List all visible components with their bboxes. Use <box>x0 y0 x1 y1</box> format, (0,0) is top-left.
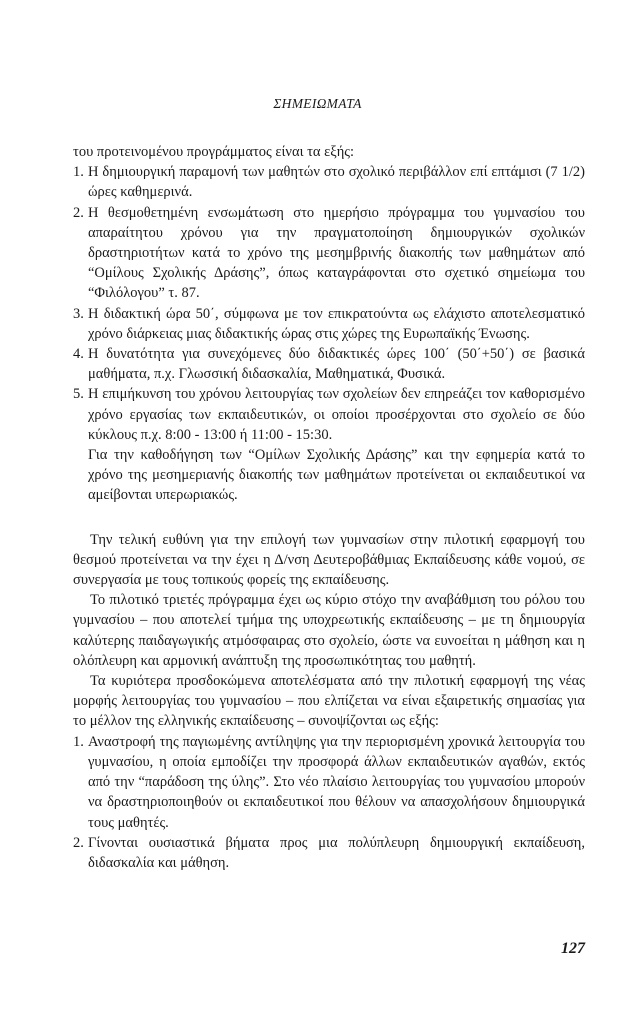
list-number: 4. <box>73 346 84 363</box>
page-number: 127 <box>561 940 585 957</box>
list-item <box>73 203 585 304</box>
list-number: 3. <box>73 305 84 322</box>
list-item-text: Η επιμήκυνση του χρόνου λειτουργίας των σχολείων δεν επηρεάζει τον καθορισμένο χρόνο εργασίας των εκπαιδευτικών, οι οποίοι προσέρχονται στο σχολείο σε δύο κύκλους π.χ. 8:00 - 13:00 ή 11:00 - 15:30. <box>88 386 585 443</box>
list-number: 1. <box>73 733 84 750</box>
running-header: ΣΗΜΕΙΩΜΑΤΑ <box>273 96 362 111</box>
paragraph: Το πιλοτικό τριετές πρόγραμμα έχει ως κύριο στόχο την αναβάθμιση του ρόλου του γυμνασίου – που αποτελεί τμήμα της υποχρεωτικής εκπαίδευσης – με τη δημιουργία καλύτερης παιδαγωγικής ατμόσφαιρας στο σχολείο, ώστε να ευνοείται η μάθηση και η ολόπλευρη και αρμονική ανάπτυξη της προσωπικότητας του μαθητή. <box>73 592 585 669</box>
list-item-text: Η θεσμοθετημένη ενσωμάτωση στο ημερήσιο πρόγραμμα του γυμνασίου του απαραίτητου χρόνου για την πραγματοποίηση δημιουργικών σχολικών δραστηριοτήτων κατά το χρόνο της μεσημβρινής διακοπής των μαθημάτων από “Ομίλους Σχολικής Δράσης”, όπως καταγράφονται στο σχετικό σημείωμα του “Φιλόλογου” τ. 87. <box>88 204 585 302</box>
list-item-text: Η δημιουργική παραμονή των μαθητών στο σχολικό περιβάλλον επί επτάμισι (7 1/2) ώρες καθημερινά. <box>88 164 585 201</box>
body-text <box>73 142 585 873</box>
list-item <box>73 304 585 344</box>
list-item-text: Η διδακτική ώρα 50΄, σύμφωνα με τον επικρατούντα ως ελάχιστο αποτελεσματικό χρόνο διάρκειας μιας διδακτικής ώρας στις χώρες της Ευρωπαϊκής Ένωσης. <box>88 305 585 342</box>
list-number: 2. <box>73 204 84 221</box>
list-item <box>73 833 585 873</box>
intro-line: του προτεινομένου προγράμματος είναι τα εξής: <box>73 144 355 160</box>
list-item-continuation: Για την καθοδήγηση των “Ομίλων Σχολικής Δράσης” και την εφημερία κατά το χρόνο της μεσημεριανής διακοπής των μαθημάτων προτείνεται οι εκπαιδευτικοί να αμείβονται υπερωριακώς. <box>88 447 585 504</box>
results-list <box>73 732 585 873</box>
list-item <box>73 384 585 505</box>
list-item-text: Αναστροφή της παγιωμένης αντίληψης για την περιορισμένη χρονικά λειτουργία του γυμνασίου, η οποία εμποδίζει την προσφορά άλλων εκπαιδευτικών αγαθών, εκτός από την “παράδοση της ύλης”. Στο νέο πλαίσιο λειτουργίας του γυμνασίου μπορούν να δραστηριοποιηθούν οι εκπαιδευτικοί που θέλουν να απασχολήσουν δημιουργικά τους μαθητές. <box>88 733 585 831</box>
list-number: 2. <box>73 834 84 851</box>
list-number: 1. <box>73 164 84 181</box>
section-gap <box>73 506 585 530</box>
list-item-text: Γίνονται ουσιαστικά βήματα προς μια πολύπλευρη δημιουργική εκπαίδευση, διδασκαλία και μάθηση. <box>88 834 585 871</box>
list-number: 5. <box>73 386 84 403</box>
list-item <box>73 732 585 833</box>
list-item <box>73 162 585 202</box>
paragraph: Τα κυριότερα προσδοκώμενα αποτελέσματα από την πιλοτική εφαρμογή της νέας μορφής λειτουργίας του γυμνασίου – που ελπίζεται να είναι εξαιρετικής σημασίας για το μέλλον της ελληνικής εκπαίδευσης – συνοψίζονται ως εξής: <box>73 673 585 730</box>
features-list <box>73 162 585 505</box>
paragraph: Την τελική ευθύνη για την επιλογή των γυμνασίων στην πιλοτική εφαρμογή του θεσμού προτείνεται να την έχει η Δ/νση Δευτεροβάθμιας Εκπαίδευσης κάθε νομού, σε συνεργασία με τους τοπικούς φορείς της εκπαίδευσης. <box>73 531 585 589</box>
list-item <box>73 344 585 384</box>
list-item-text: Η δυνατότητα για συνεχόμενες δύο διδακτικές ώρες 100΄ (50΄+50΄) σε βασικά μαθήματα, π.χ. Γλωσσική διδασκαλία, Μαθηματικά, Φυσικά. <box>88 346 585 383</box>
